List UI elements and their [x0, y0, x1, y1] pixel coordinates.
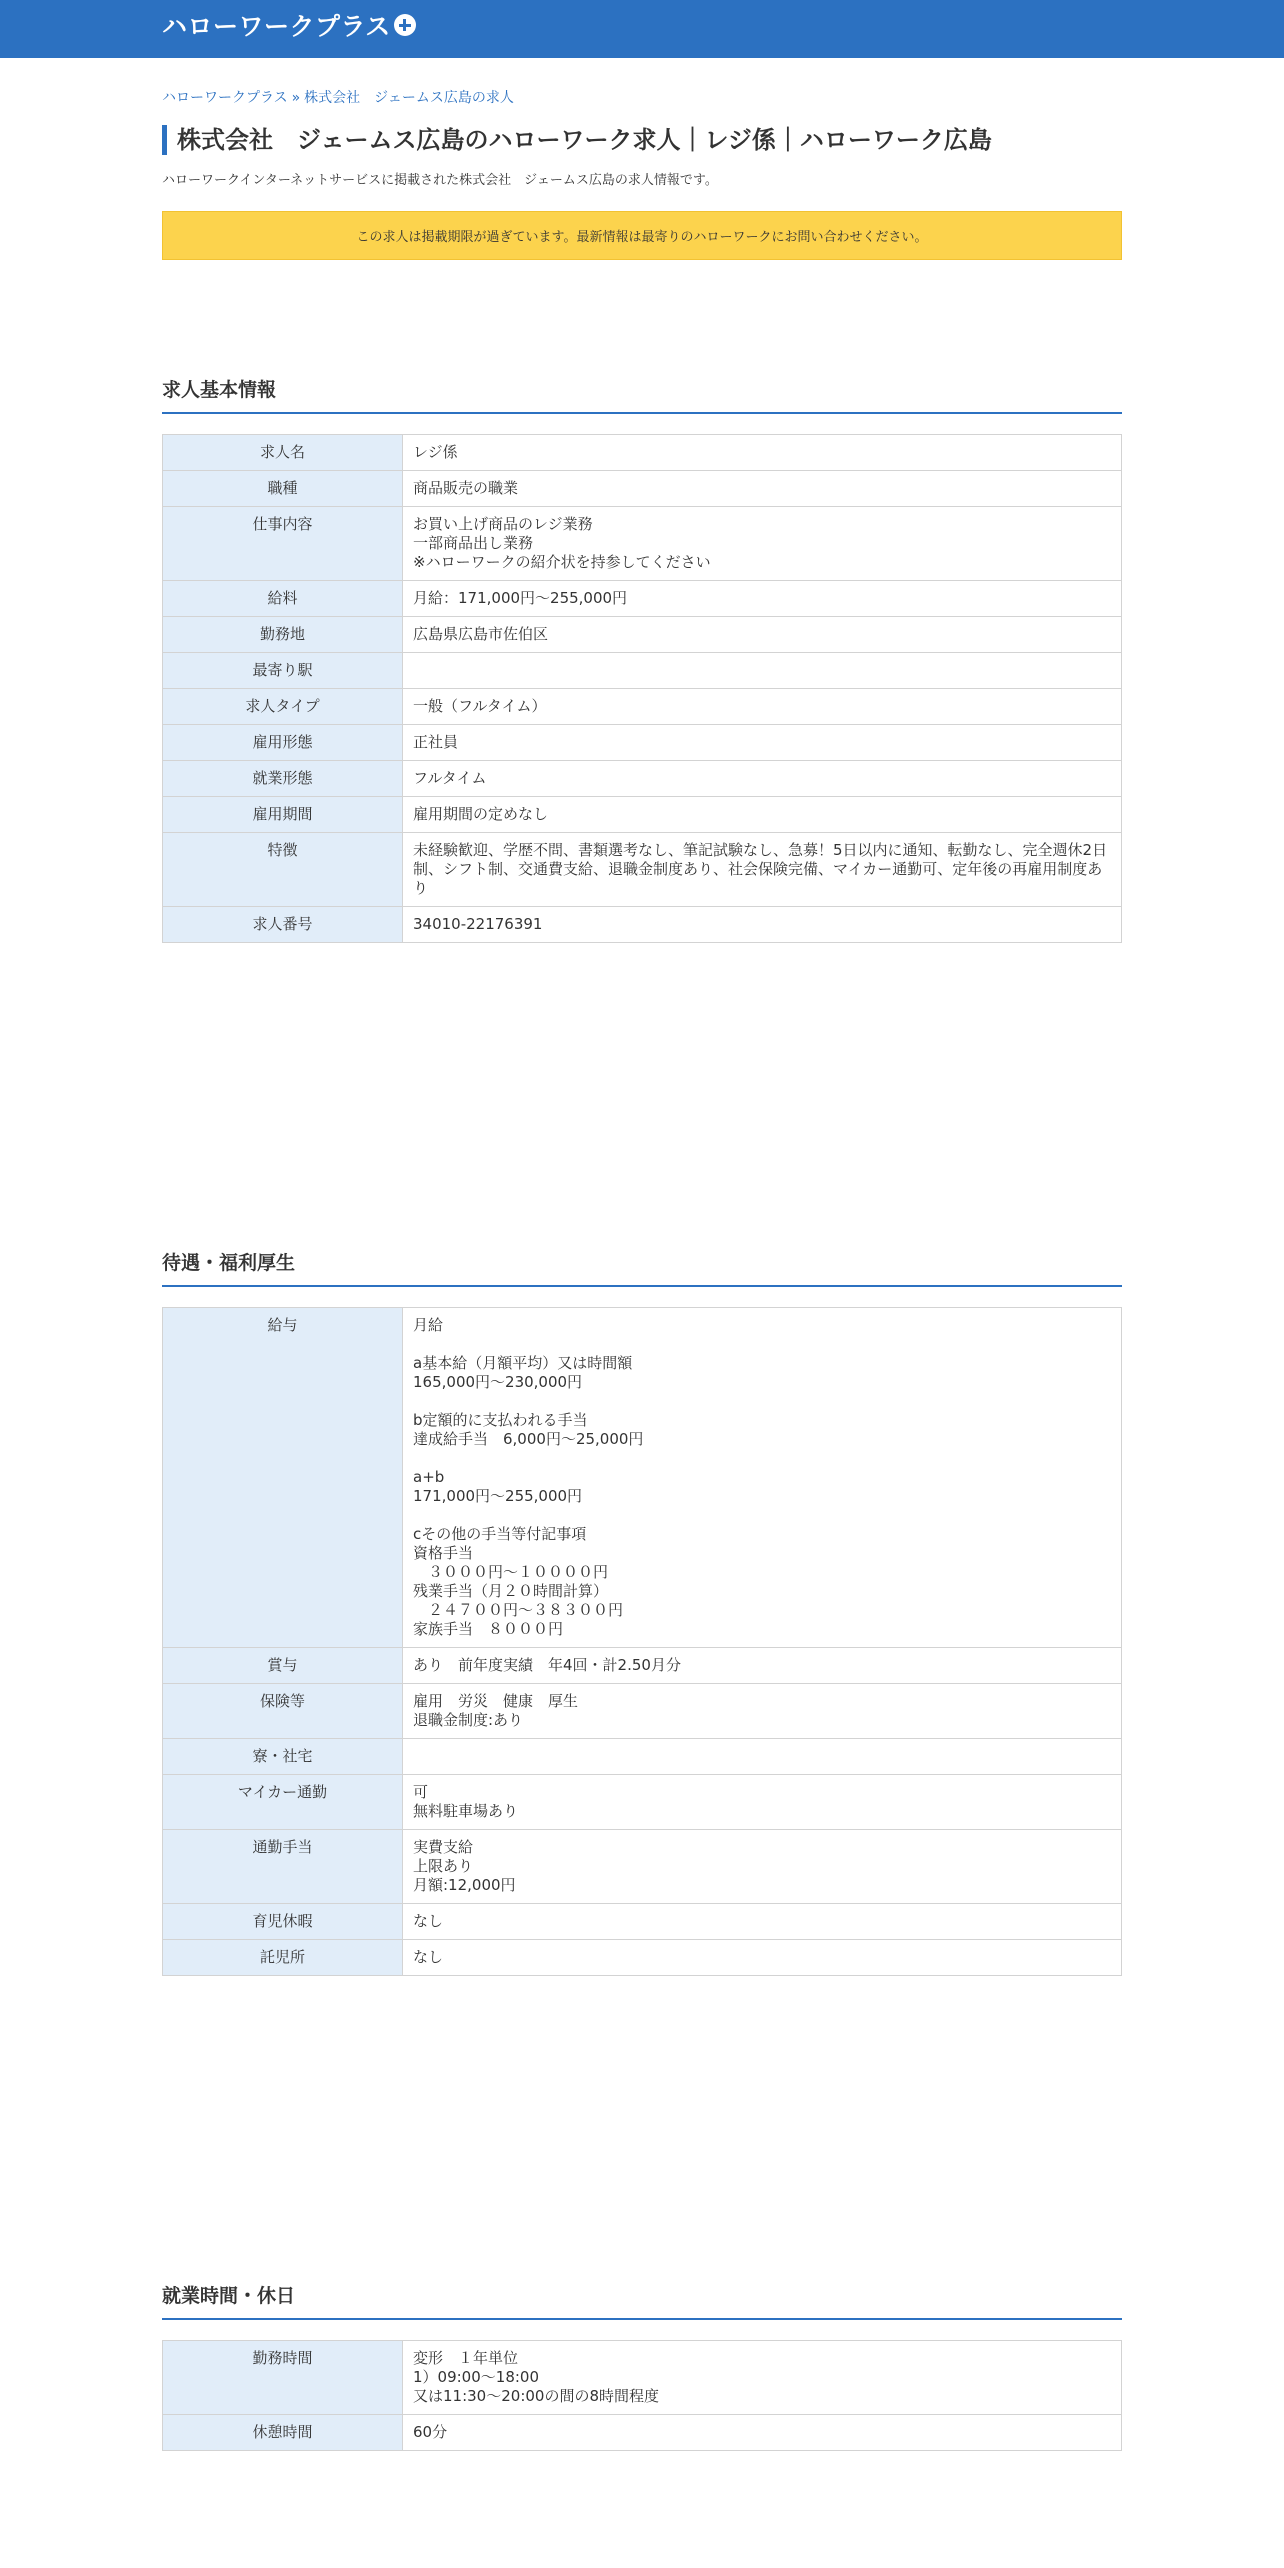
row-value: 60分	[403, 2415, 1122, 2451]
row-value: 正社員	[403, 725, 1122, 761]
row-label: 勤務地	[163, 617, 403, 653]
site-logo[interactable]	[162, 12, 416, 42]
expired-notice: この求人は掲載期限が過ぎています。最新情報は最寄りのハローワークにお問い合わせください。	[162, 211, 1122, 260]
table-row	[163, 471, 1122, 507]
row-label: 保険等	[163, 1684, 403, 1739]
page-title: 株式会社 ジェームス広島のハローワーク求人｜レジ係｜ハローワーク広島	[162, 125, 1122, 155]
table-row	[163, 2415, 1122, 2451]
row-label: 最寄り駅	[163, 653, 403, 689]
row-label: 求人タイプ	[163, 689, 403, 725]
row-value: レジ係	[403, 435, 1122, 471]
table-row	[163, 507, 1122, 581]
row-value: 実費支給 上限あり 月額:12,000円	[403, 1830, 1122, 1904]
row-label: 求人番号	[163, 907, 403, 943]
row-label: 求人名	[163, 435, 403, 471]
row-label: 勤務時間	[163, 2341, 403, 2415]
row-value: 雇用期間の定めなし	[403, 797, 1122, 833]
row-value: お買い上げ商品のレジ業務 一部商品出し業務 ※ハローワークの紹介状を持参してください	[403, 507, 1122, 581]
table-row	[163, 1940, 1122, 1976]
table-row	[163, 617, 1122, 653]
row-label: 通勤手当	[163, 1830, 403, 1904]
row-value: 雇用 労災 健康 厚生 退職金制度:あり	[403, 1684, 1122, 1739]
row-label: 給与	[163, 1308, 403, 1648]
table-row	[163, 653, 1122, 689]
row-label: 休憩時間	[163, 2415, 403, 2451]
row-value: あり 前年度実績 年4回・計2.50月分	[403, 1648, 1122, 1684]
table-row	[163, 1739, 1122, 1775]
row-value: フルタイム	[403, 761, 1122, 797]
table-row	[163, 797, 1122, 833]
row-value: なし	[403, 1940, 1122, 1976]
row-value: 月給：171,000円～255,000円	[403, 581, 1122, 617]
table-row	[163, 689, 1122, 725]
breadcrumb-company-link[interactable]: 株式会社 ジェームス広島の求人	[304, 90, 514, 106]
table-row	[163, 2341, 1122, 2415]
row-label: 雇用期間	[163, 797, 403, 833]
row-value	[403, 1739, 1122, 1775]
row-label: 賞与	[163, 1648, 403, 1684]
row-label: マイカー通勤	[163, 1775, 403, 1830]
basic-info-table	[162, 434, 1122, 943]
table-row	[163, 581, 1122, 617]
row-label: 給料	[163, 581, 403, 617]
table-row	[163, 833, 1122, 907]
row-label: 寮・社宅	[163, 1739, 403, 1775]
row-label: 雇用形態	[163, 725, 403, 761]
breadcrumb	[162, 88, 1122, 108]
row-value: なし	[403, 1904, 1122, 1940]
row-label: 育児休暇	[163, 1904, 403, 1940]
table-row	[163, 1775, 1122, 1830]
site-header	[0, 0, 1284, 58]
hours-table	[162, 2340, 1122, 2451]
table-row	[163, 907, 1122, 943]
table-row	[163, 1308, 1122, 1648]
table-row	[163, 1648, 1122, 1684]
row-value: 広島県広島市佐伯区	[403, 617, 1122, 653]
row-value: 月給 a基本給（月額平均）又は時間額 165,000円～230,000円 b定額的に支払われる手当 達成給手当 6,000円～25,000円 a+b 171,000円～255,000円 cその他の手当等付記事項 資格手当 ３０００円～１００００円 残業手当（月２０時間計算） ２４７００円～３８３００円 家族手当 ８０００円	[403, 1308, 1122, 1648]
page-description: ハローワークインターネットサービスに掲載された株式会社 ジェームス広島の求人情報です。	[162, 173, 718, 188]
row-value	[403, 653, 1122, 689]
breadcrumb-separator: »	[291, 90, 301, 106]
row-label: 託児所	[163, 1940, 403, 1976]
section-title-welfare: 待遇・福利厚生	[162, 1251, 1122, 1287]
row-value: 34010-22176391	[403, 907, 1122, 943]
welfare-table	[162, 1307, 1122, 1976]
table-row	[163, 435, 1122, 471]
table-row	[163, 1684, 1122, 1739]
main-content	[162, 88, 1122, 2451]
row-value: 変形 １年単位 1）09:00～18:00 又は11:30～20:00の間の8時間程度	[403, 2341, 1122, 2415]
table-row	[163, 1904, 1122, 1940]
row-label: 職種	[163, 471, 403, 507]
plus-circle-icon	[394, 14, 416, 36]
section-title-hours: 就業時間・休日	[162, 2284, 1122, 2320]
breadcrumb-home-link[interactable]: ハローワークプラス	[162, 90, 288, 106]
logo-text: ハローワークプラス	[162, 12, 391, 41]
section-title-basic-info: 求人基本情報	[162, 378, 1122, 414]
row-value: 可 無料駐車場あり	[403, 1775, 1122, 1830]
row-label: 仕事内容	[163, 507, 403, 581]
table-row	[163, 725, 1122, 761]
row-label: 特徴	[163, 833, 403, 907]
row-label: 就業形態	[163, 761, 403, 797]
row-value: 商品販売の職業	[403, 471, 1122, 507]
row-value: 一般（フルタイム）	[403, 689, 1122, 725]
table-row	[163, 761, 1122, 797]
table-row	[163, 1830, 1122, 1904]
row-value: 未経験歓迎、学歴不問、書類選考なし、筆記試験なし、急募！5日以内に通知、転勤なし、完全週休2日制、シフト制、交通費支給、退職金制度あり、社会保険完備、マイカー通勤可、定年後の再雇用制度あり	[403, 833, 1122, 907]
